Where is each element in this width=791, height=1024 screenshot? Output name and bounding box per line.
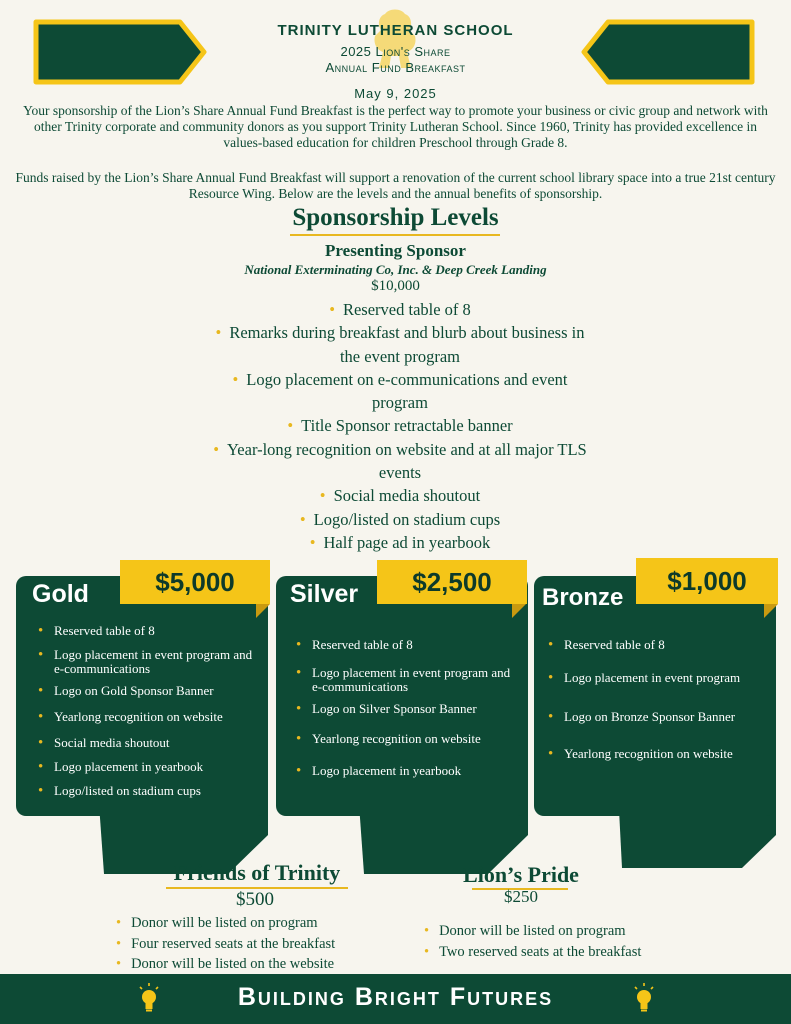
lions-pride-price: $250 bbox=[504, 887, 538, 906]
list-item: • Logo on Bronze Sponsor Banner bbox=[548, 710, 773, 724]
gold-benefits-list bbox=[38, 624, 263, 798]
list-item: • Logo on Gold Sponsor Banner bbox=[38, 684, 263, 698]
list-item: • Logo placement in event program and e-communications bbox=[296, 666, 521, 694]
bronze-price-fold bbox=[764, 604, 778, 618]
list-item: • Logo/listed on stadium cups bbox=[38, 784, 263, 798]
list-item: • Yearlong recognition on website bbox=[38, 710, 263, 724]
silver-tier-name: Silver bbox=[290, 580, 359, 608]
list-item: • Reserved table of 8 bbox=[38, 624, 263, 638]
lightbulb-icon bbox=[633, 983, 655, 1013]
list-item: • Two reserved seats at the breakfast bbox=[424, 942, 694, 963]
list-item: • Four reserved seats at the breakfast bbox=[116, 934, 386, 955]
presenting-sponsor-price: $10,000 bbox=[371, 278, 420, 294]
friends-benefits-list bbox=[116, 913, 386, 975]
school-name: TRINITY LUTHERAN SCHOOL bbox=[277, 22, 514, 39]
list-item: • Logo placement in event program bbox=[548, 671, 773, 685]
silver-benefits-list bbox=[296, 638, 521, 778]
list-item: • Reserved table of 8 bbox=[296, 638, 521, 652]
list-item: • Half page ad in yearbook bbox=[210, 531, 590, 554]
gold-tier-name: Gold bbox=[32, 580, 89, 608]
list-item: • Donor will be listed on the website bbox=[116, 954, 386, 975]
list-item: • Logo on Silver Sponsor Banner bbox=[296, 702, 521, 716]
list-item: • Donor will be listed on program bbox=[424, 921, 694, 942]
list-item: • Logo placement in yearbook bbox=[38, 760, 263, 774]
list-item: • Remarks during breakfast and blurb about business in the event program bbox=[210, 321, 590, 368]
list-item: • Social media shoutout bbox=[210, 484, 590, 507]
levels-title-underline bbox=[290, 234, 500, 236]
bronze-tier-name: Bronze bbox=[542, 584, 624, 611]
sponsorship-levels-title: Sponsorship Levels bbox=[292, 204, 499, 231]
list-item: • Title Sponsor retractable banner bbox=[210, 414, 590, 437]
list-item: • Year-long recognition on website and at all major TLS events bbox=[210, 438, 590, 485]
intro-paragraph: Your sponsorship of the Lion’s Share Annual Fund Breakfast is the perfect way to promote your business or civic group and network with other Trinity corporate and community donors as you support Trinity Lutheran School. Since 1960, Trinity has provided excellence in values-based education for children Preschool through Grade 8. bbox=[23, 103, 768, 150]
footer-slogan: Building Bright Futures bbox=[237, 983, 554, 1011]
list-item: • Logo placement in yearbook bbox=[296, 764, 521, 778]
event-title-line1: 2025 Lion's Share bbox=[340, 44, 451, 59]
presenting-benefits-list bbox=[210, 298, 590, 554]
list-item: • Reserved table of 8 bbox=[210, 298, 590, 321]
presenting-sponsor-title: Presenting Sponsor bbox=[325, 241, 466, 260]
friends-title: Friends of Trinity bbox=[173, 860, 341, 885]
event-date: May 9, 2025 bbox=[354, 86, 437, 101]
list-item: • Yearlong recognition on website bbox=[548, 747, 773, 761]
gold-price-fold bbox=[256, 604, 270, 618]
list-item: • Logo placement on e-communications and event program bbox=[210, 368, 590, 415]
silver-price-fold bbox=[512, 604, 526, 618]
silver-price-tag: $2,500 bbox=[377, 560, 527, 604]
presenting-sponsor-names: National Exterminating Co, Inc. & Deep Creek Landing bbox=[244, 262, 547, 277]
list-item: • Logo/listed on stadium cups bbox=[210, 508, 590, 531]
bronze-price-tag: $1,000 bbox=[636, 558, 778, 604]
bronze-benefits-list bbox=[548, 638, 773, 761]
list-item: • Yearlong recognition on website bbox=[296, 732, 521, 746]
lions-pride-title: Lion’s Pride bbox=[463, 862, 579, 887]
list-item: • Reserved table of 8 bbox=[548, 638, 773, 652]
list-item: • Social media shoutout bbox=[38, 736, 263, 750]
friends-price: $500 bbox=[236, 889, 274, 910]
gold-price-tag: $5,000 bbox=[120, 560, 270, 604]
list-item: • Donor will be listed on program bbox=[116, 913, 386, 934]
event-title-line2: Annual Fund Breakfast bbox=[325, 60, 466, 75]
lions-pride-benefits-list bbox=[424, 921, 694, 962]
list-item: • Logo placement in event program and e-communications bbox=[38, 648, 263, 676]
funds-paragraph: Funds raised by the Lion’s Share Annual Fund Breakfast will support a renovation of the current school library space into a true 21st century Resource Wing. Below are the levels and the annual benefits of sponsorship. bbox=[15, 170, 776, 201]
